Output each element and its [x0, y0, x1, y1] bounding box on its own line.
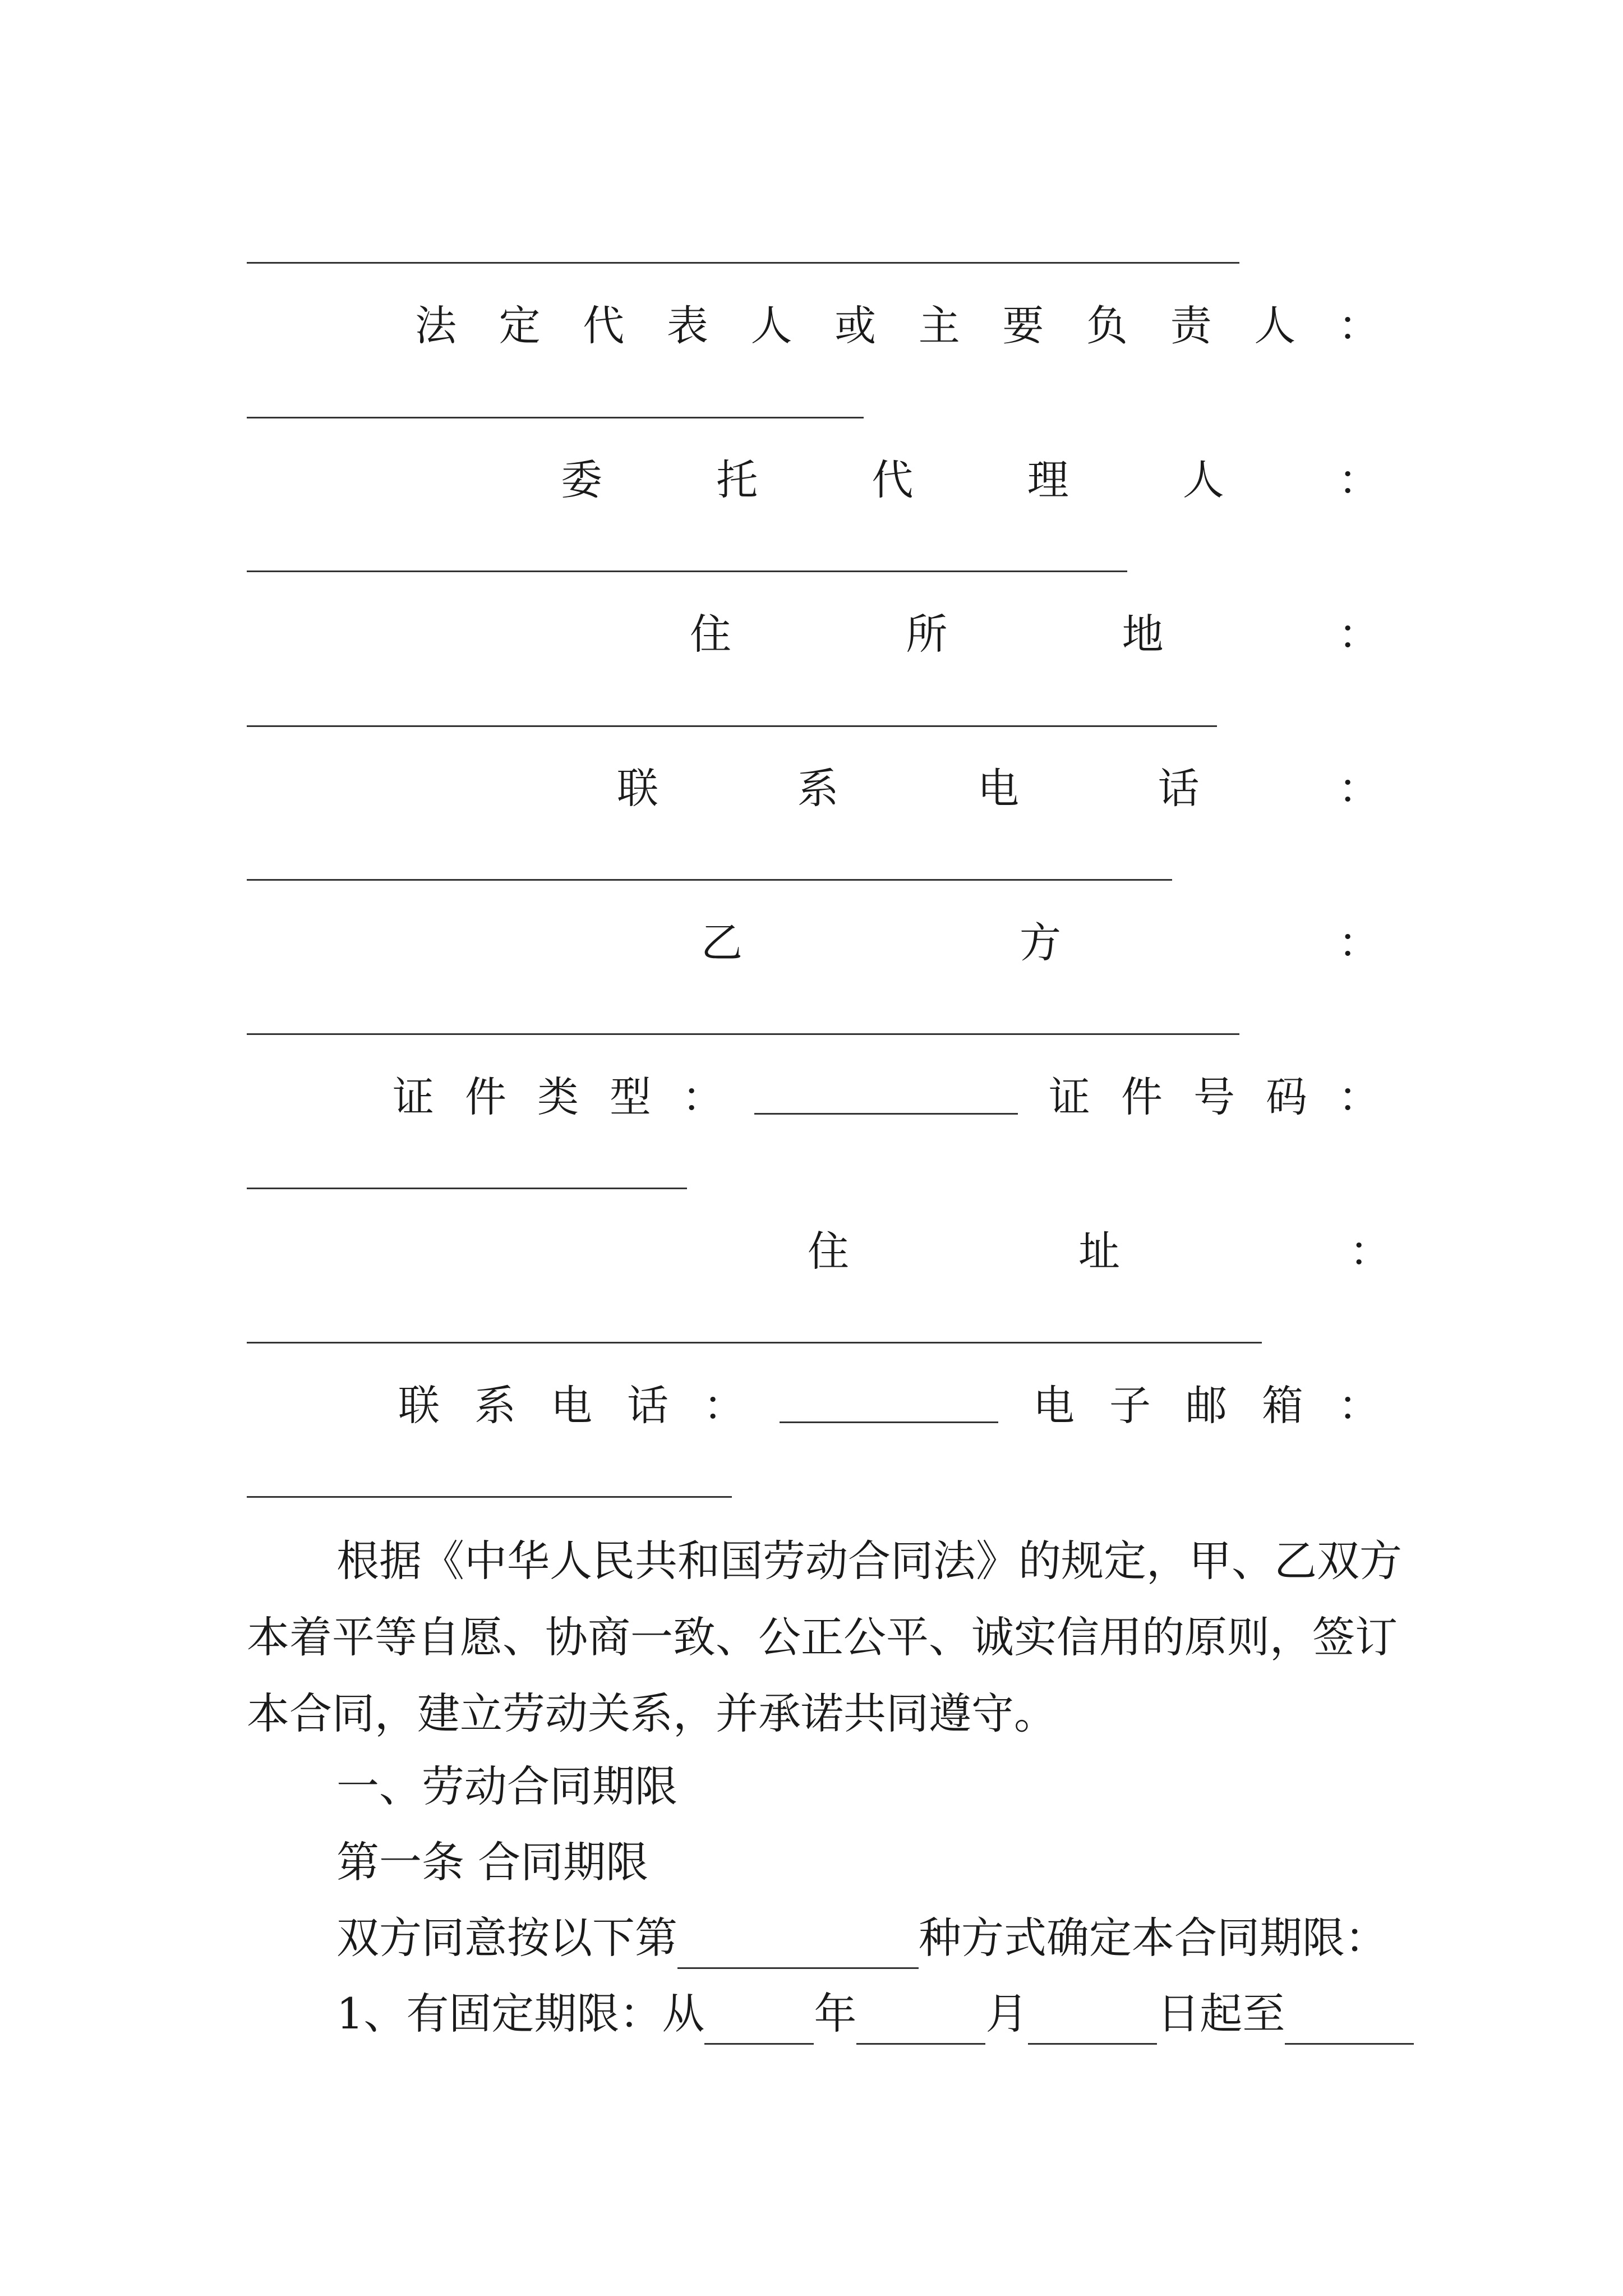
blank-line	[247, 1342, 1262, 1343]
label-char: ：	[703, 1382, 745, 1430]
label-char: 电	[1033, 1382, 1075, 1430]
label-char: 责	[1170, 302, 1212, 350]
id-type-blank[interactable]	[754, 1074, 1018, 1115]
label-char: 件	[465, 1073, 506, 1121]
id-row	[247, 1063, 1380, 1125]
label-char: 乙	[701, 919, 743, 967]
label-char: 负	[1086, 302, 1128, 350]
label-char: 表	[666, 302, 708, 350]
label-char: 系	[474, 1382, 516, 1430]
term-choice-blank[interactable]	[677, 1922, 919, 1969]
label-char: ：	[1338, 456, 1380, 504]
contact-row	[247, 1372, 1380, 1433]
label-char: 方	[1020, 919, 1061, 967]
label-char: 系	[797, 765, 839, 813]
year-label: 年	[814, 1989, 857, 2039]
phone-label	[247, 754, 1380, 816]
blank-line	[247, 1496, 732, 1498]
label-char: 联	[617, 765, 658, 813]
label-char: ：	[1349, 1227, 1391, 1276]
blank-line	[247, 417, 864, 418]
label-char: 代	[583, 302, 625, 350]
label-char: ：	[682, 1073, 723, 1121]
term-prefix: 双方同意按以下第	[336, 1913, 677, 1963]
term-suffix: 种方式确定本合同期限：	[919, 1913, 1387, 1963]
label-char: 证	[393, 1073, 434, 1121]
legal-rep-label	[247, 292, 1380, 353]
day-to-label: 日起至	[1157, 1989, 1285, 2039]
label-char: ：	[1338, 765, 1380, 813]
label-char: 类	[537, 1073, 579, 1121]
article-heading: 第一条 合同期限	[336, 1837, 649, 1887]
label-char: 证	[1049, 1073, 1090, 1121]
label-char: 主	[918, 302, 960, 350]
blank-line	[247, 570, 1127, 572]
label-char: 或	[834, 302, 877, 350]
party-b-address-label	[247, 1217, 1391, 1279]
label-char: ：	[1338, 1073, 1380, 1121]
label-char: 件	[1121, 1073, 1163, 1121]
label-char: 址	[1078, 1227, 1120, 1276]
label-char: ：	[1338, 1382, 1380, 1430]
label-char: 托	[716, 456, 758, 504]
blank-line	[247, 725, 1217, 727]
label-char: 人	[750, 302, 792, 350]
month-label: 月	[985, 1989, 1029, 2039]
label-char: 话	[627, 1382, 668, 1430]
end-date-blank[interactable]	[1285, 1998, 1414, 2045]
month-blank[interactable]	[856, 1998, 985, 2045]
label-char: 联	[398, 1382, 440, 1430]
label-char: ：	[1338, 610, 1380, 659]
label-char: 要	[1002, 302, 1044, 350]
fixed-prefix: 1、有固定期限：从	[336, 1989, 705, 2039]
party-b-label	[247, 909, 1380, 970]
label-char: 号	[1193, 1073, 1235, 1121]
year-blank[interactable]	[704, 1998, 814, 2045]
blank-line	[247, 879, 1172, 881]
label-char: ：	[1338, 919, 1380, 967]
label-char: 所	[906, 610, 948, 659]
blank-line	[247, 1188, 687, 1189]
intro-paragraph	[247, 1523, 1413, 1752]
label-char: 邮	[1186, 1382, 1227, 1430]
day-blank[interactable]	[1028, 1998, 1157, 2045]
phone-blank[interactable]	[780, 1382, 998, 1423]
label-char: 地	[1122, 610, 1164, 659]
label-char: 委	[561, 456, 602, 504]
label-char: 人	[1182, 456, 1224, 504]
intro-text: 根据《中华人民共和国劳动合同法》的规定，甲、乙双方本着平等自愿、协商一致、公正公平、诚实信用的原则，签订本合同，建立劳动关系，并承诺共同遵守。	[247, 1536, 1402, 1738]
label-char: 码	[1266, 1073, 1307, 1121]
agent-label	[247, 446, 1380, 508]
term-choice-line	[336, 1907, 1387, 1969]
label-char: 子	[1109, 1382, 1151, 1430]
label-char: 型	[610, 1073, 651, 1121]
blank-line	[247, 262, 1239, 264]
label-char: 法	[415, 302, 457, 350]
fixed-term-line	[336, 1983, 1414, 2045]
address-label	[247, 600, 1380, 662]
label-char: 定	[499, 302, 541, 350]
label-char: 住	[690, 610, 731, 659]
blank-line	[247, 1033, 1239, 1035]
label-char: 电	[978, 765, 1019, 813]
label-char: 人	[1254, 302, 1296, 350]
label-char: 箱	[1262, 1382, 1303, 1430]
label-char: 话	[1158, 765, 1200, 813]
section-heading: 一、劳动合同期限	[336, 1761, 677, 1811]
label-char: ：	[1338, 302, 1380, 350]
label-char: 理	[1027, 456, 1069, 504]
label-char: 住	[808, 1227, 849, 1276]
label-char: 电	[551, 1382, 592, 1430]
label-char: 代	[872, 456, 914, 504]
